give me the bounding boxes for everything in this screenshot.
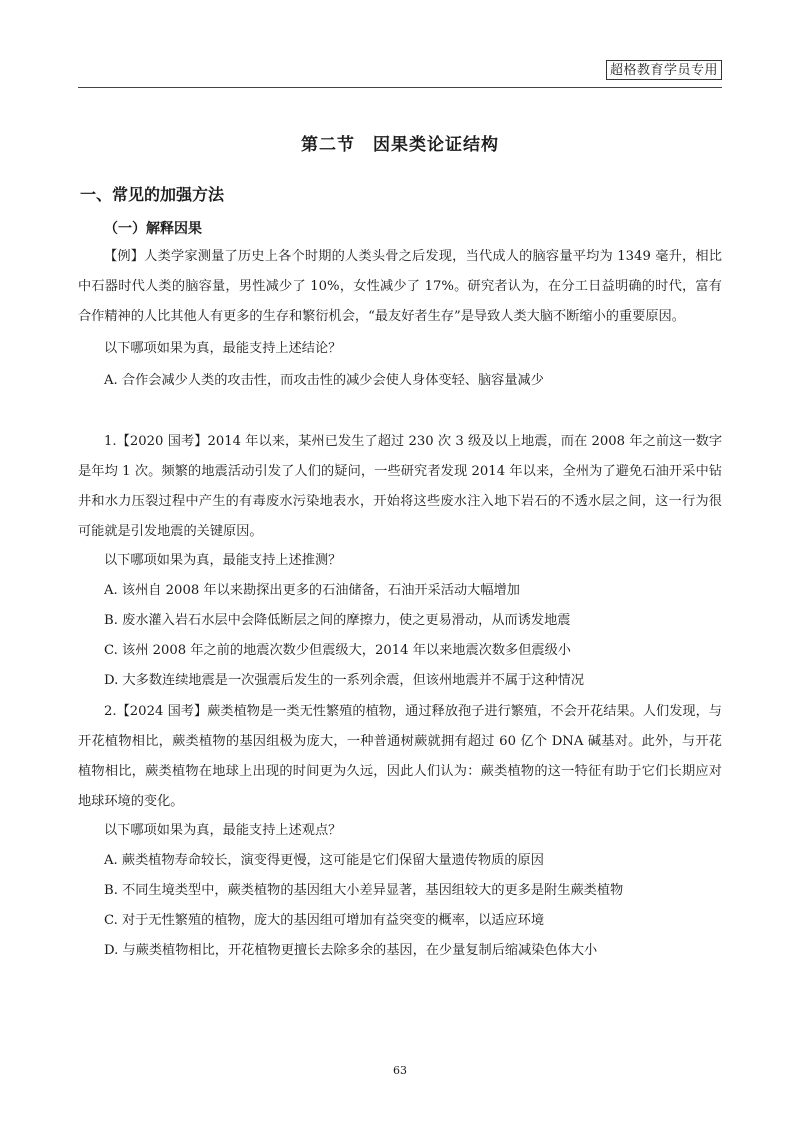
question-1-prompt: 以下哪项如果为真，最能支持上述推测？ xyxy=(104,553,342,568)
question-1-option-a: A. 该州自 2008 年以来勘探出更多的石油储备，石油开采活动大幅增加 xyxy=(104,583,520,598)
example-question: 以下哪项如果为真，最能支持上述结论？ xyxy=(104,341,342,356)
example-option-a: A. 合作会减少人类的攻击性，而攻击性的减少会使人身体变轻、脑容量减少 xyxy=(104,373,544,388)
question-2-paragraph: 2.【2024 国考】蕨类植物是一类无性繁殖的植物，通过释放孢子进行繁殖，不会开花结果。人们发现，与开花植物相比，蕨类植物的基因组极为庞大，一种普通树蕨就拥有超过 60 亿个 DNA 碱基对。此外，与开花植物相比，蕨类植物在地球上出现的时间更为久远，因此人们认为：蕨类植物的这一特征有助于它们长期应对地球环境的变化。 xyxy=(78,704,722,809)
heading-level-1: 一、常见的加强方法 xyxy=(80,185,225,204)
question-1-option-c: C. 该州 2008 年之前的地震次数少但震级大，2014 年以来地震次数多但震级小 xyxy=(104,643,571,658)
section-title: 第二节 因果类论证结构 xyxy=(301,135,499,155)
question-1-option-d: D. 大多数连续地震是一次强震后发生的一系列余震，但该州地震并不属于这种情况 xyxy=(104,673,585,688)
question-2-option-d: D. 与蕨类植物相比，开花植物更擅长去除多余的基因，在少量复制后缩减染色体大小 xyxy=(104,943,598,958)
page-number: 63 xyxy=(393,1064,407,1077)
header-rule xyxy=(78,87,722,88)
question-2-option-a: A. 蕨类植物寿命较长，演变得更慢，这可能是它们保留大量遗传物质的原因 xyxy=(104,853,544,868)
example-paragraph: 【例】人类学家测量了历史上各个时期的人类头骨之后发现，当代成人的脑容量平均为 1349 毫升，相比中石器时代人类的脑容量，男性减少了 10%，女性减少了 17%。研究者认为，在分工日益明确的时代，富有合作精神的人比其他人有更多的生存和繁衍机会，“最友好者生存”是导致人类大脑不断缩小的重要原因。 xyxy=(78,249,722,324)
question-1-option-b: B. 废水灌入岩石水层中会降低断层之间的摩擦力，使之更易滑动，从而诱发地震 xyxy=(104,613,571,628)
heading-level-2: （一）解释因果 xyxy=(104,221,202,237)
question-2-option-b: B. 不同生境类型中，蕨类植物的基因组大小差异显著，基因组较大的更多是附生蕨类植物 xyxy=(104,883,624,898)
question-1-paragraph: 1.【2020 国考】2014 年以来，某州已发生了超过 230 次 3 级及以上地震，而在 2008 年之前这一数字是年均 1 次。频繁的地震活动引发了人们的疑问，一些研究者发现 2014 年以来，全州为了避免石油开采中钻井和水力压裂过程中产生的有毒废水污染地表水，开始将这些废水注入地下岩石的不透水层之间，这一行为很可能就是引发地震的关键原因。 xyxy=(78,434,722,539)
question-2-prompt: 以下哪项如果为真，最能支持上述观点？ xyxy=(104,823,342,838)
header-badge: 超格教育学员专用 xyxy=(606,60,722,80)
question-2-option-c: C. 对于无性繁殖的植物，庞大的基因组可增加有益突变的概率，以适应环境 xyxy=(104,913,545,928)
